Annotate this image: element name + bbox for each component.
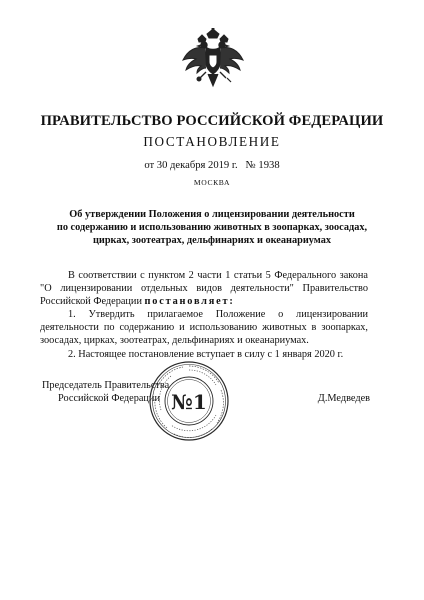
document-type: ПОСТАНОВЛЕНИЕ xyxy=(143,134,281,149)
clause-1-paragraph: 1. Утвердить прилагаемое Положение о лицензировании деятельности по содержанию и использованию животных в зоопарках, зоосадах, цирках, зоотеатрах, дельфинариях и океанариумах. xyxy=(40,309,368,346)
document-title xyxy=(56,209,368,247)
city: МОСКВА xyxy=(193,178,231,187)
preamble-paragraph xyxy=(40,270,368,308)
official-seal-icon xyxy=(148,360,230,442)
seal-number: №1 xyxy=(171,390,207,414)
signatory-title-line: Председатель Правительства xyxy=(42,380,170,391)
title-line: Об утверждении Положения о лицензировании деятельности xyxy=(69,209,355,220)
coat-of-arms-icon xyxy=(178,28,248,92)
preamble-text: В соответствии с пунктом 2 части 1 статьи 5 Федерального закона "О лицензировании отдельных видов деятельности" Правительство Российской Федерации xyxy=(40,270,368,307)
decree-word: постановляет: xyxy=(144,295,235,307)
document-number: № 1938 xyxy=(245,160,280,171)
date-number-line xyxy=(0,160,424,171)
clause-2-paragraph: 2. Настоящее постановление вступает в силу с 1 января 2020 г. xyxy=(68,349,344,360)
title-line: цирках, зоотеатрах, дельфинариях и океанариумах xyxy=(92,234,332,246)
signatory-title-line: Российской Федерации xyxy=(58,392,160,404)
document-date: от 30 декабря 2019 г. xyxy=(144,160,238,171)
signatory-name: Д.Медведев xyxy=(317,393,370,404)
title-line: по содержанию и использованию животных в зоопарках, зоосадах, xyxy=(56,221,368,233)
government-name: ПРАВИТЕЛЬСТВО РОССИЙСКОЙ ФЕДЕРАЦИИ xyxy=(40,113,384,129)
